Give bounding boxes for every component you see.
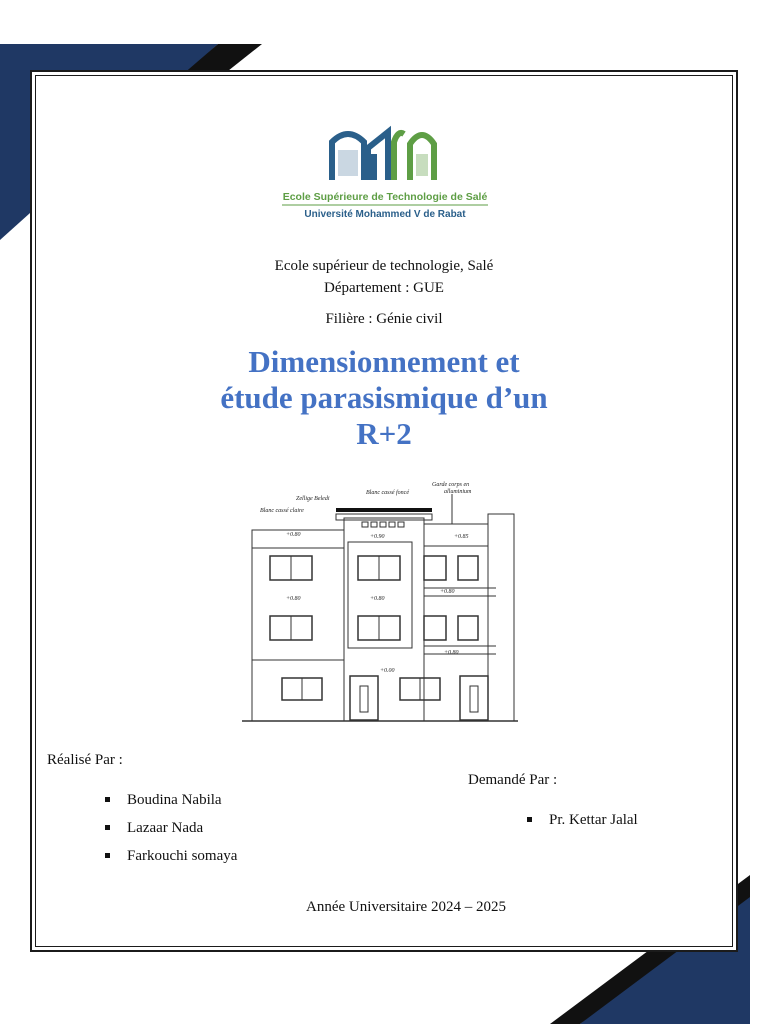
level-label: +0.80 bbox=[370, 596, 385, 602]
bullet-icon bbox=[105, 797, 110, 802]
level-label: +0.80 bbox=[440, 589, 455, 595]
title-line-2: étude parasismique d’un bbox=[220, 380, 548, 415]
school-name: Ecole supérieur de technologie, Salé bbox=[274, 258, 494, 274]
author-name: Lazaar Nada bbox=[127, 820, 204, 836]
author-name: Boudina Nabila bbox=[127, 792, 222, 808]
school-logo bbox=[270, 120, 500, 224]
label-garde-corps-2: alluminium bbox=[444, 489, 472, 495]
authors-list bbox=[105, 790, 237, 874]
bullet-icon bbox=[527, 817, 532, 822]
level-label: +0.80 bbox=[286, 532, 301, 538]
supervisor-name: Pr. Kettar Jalal bbox=[549, 812, 638, 828]
bullet-icon bbox=[105, 825, 110, 830]
department: Département : GUE bbox=[324, 280, 444, 296]
title-line-1: Dimensionnement et bbox=[248, 344, 520, 379]
list-item bbox=[105, 818, 237, 846]
supervisor-list bbox=[527, 810, 638, 838]
label-blanc-fonce: Blanc cassé foncé bbox=[366, 490, 409, 496]
level-label: +0.80 bbox=[286, 596, 301, 602]
level-label: +0.90 bbox=[370, 534, 385, 540]
level-label: +0.85 bbox=[454, 534, 469, 540]
label-zellige: Zellige Beledi bbox=[296, 496, 330, 502]
list-item bbox=[105, 846, 237, 874]
title-line-3: R+2 bbox=[356, 416, 412, 451]
field-of-study: Filière : Génie civil bbox=[325, 311, 443, 327]
label-blanc-claire: Blanc cassé claire bbox=[260, 508, 304, 514]
authors-heading: Réalisé Par : bbox=[47, 752, 123, 768]
list-item bbox=[105, 790, 237, 818]
document-title bbox=[150, 344, 618, 452]
supervisor-heading: Demandé Par : bbox=[468, 772, 558, 788]
logo-university-line: Université Mohammed V de Rabat bbox=[304, 209, 466, 220]
level-label: +0.00 bbox=[380, 668, 395, 674]
label-garde-corps-1: Garde corps en bbox=[432, 482, 470, 488]
school-logo-emblem bbox=[270, 120, 500, 224]
bullet-icon bbox=[105, 853, 110, 858]
list-item bbox=[527, 810, 638, 838]
academic-year: Année Universitaire 2024 – 2025 bbox=[306, 899, 506, 915]
level-label: +0.80 bbox=[444, 650, 459, 656]
logo-name-line: Ecole Supérieure de Technologie de Salé bbox=[282, 191, 488, 203]
building-facade-drawing bbox=[240, 478, 520, 724]
author-name: Farkouchi somaya bbox=[127, 848, 238, 864]
